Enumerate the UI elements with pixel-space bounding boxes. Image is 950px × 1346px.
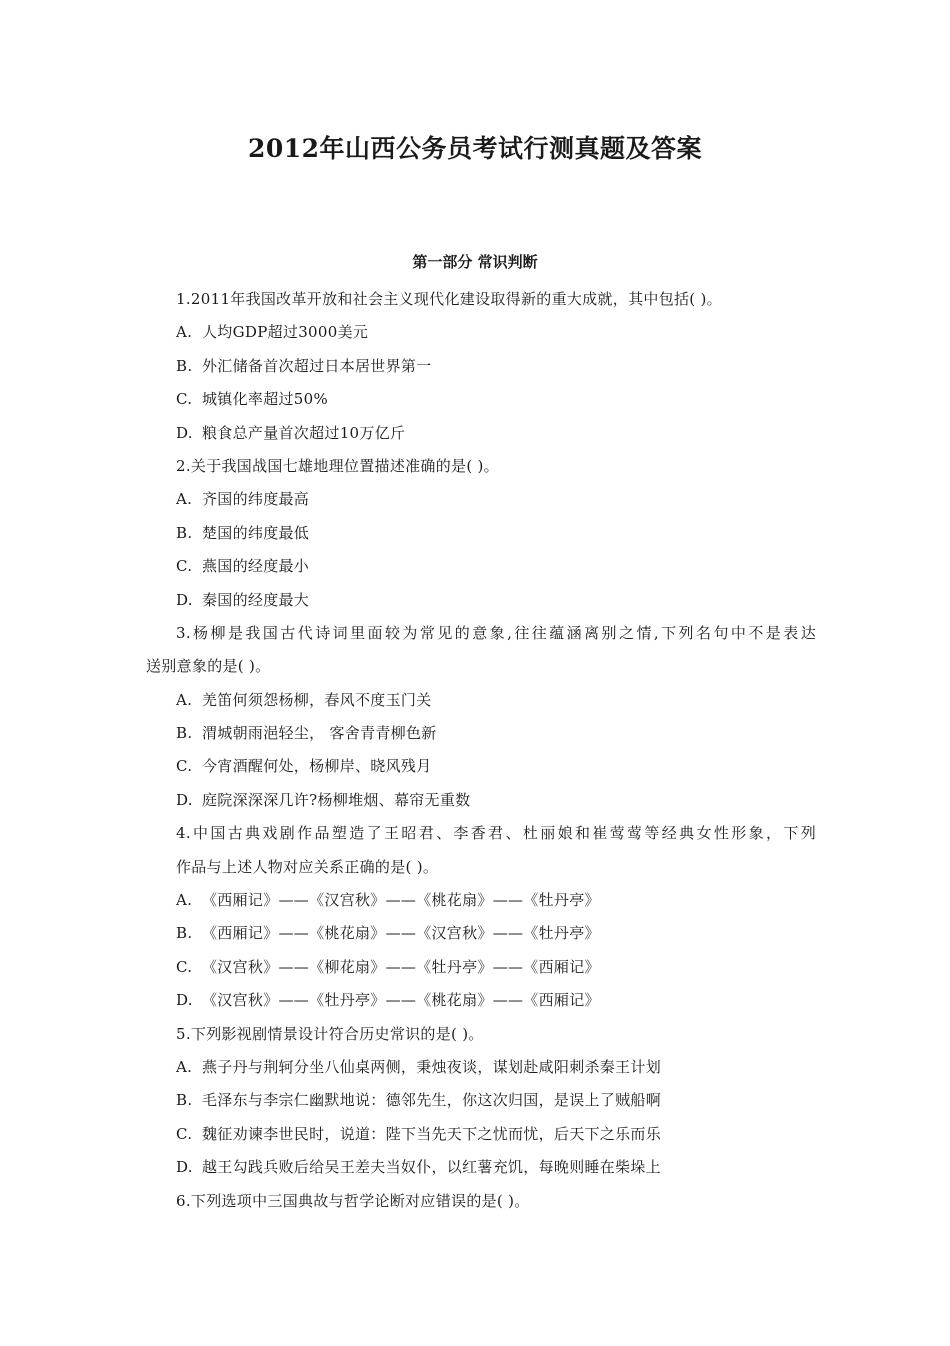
option-text: 《汉宫秋》——《牡丹亭》——《桃花扇》——《西厢记》 [202,991,600,1010]
option-line [146,750,816,783]
option-line [146,1051,816,1084]
question-3-continuation: 送别意象的是( )。 [146,657,271,676]
option-text: 魏征劝谏李世民时，说道：陛下当先天下之忧而忧，后天下之乐而乐 [202,1124,662,1143]
option-text: 燕国的经度最小 [202,557,310,576]
option-line [146,550,816,583]
option-letter: C. [176,957,193,976]
option-line [146,584,816,617]
option-text: 今宵酒醒何处，杨柳岸、晓风残月 [202,757,432,776]
option-letter: B. [176,1091,193,1110]
option-text: 毛泽东与李宗仁幽默地说：德邻先生，你这次归国，是误上了贼船啊 [202,1091,662,1110]
option-letter: D. [176,423,193,442]
option-letter: A. [176,891,193,910]
option-text: 越王勾践兵败后给吴王差夫当奴仆，以红薯充饥，每晚则睡在柴垛上 [202,1158,662,1177]
option-letter: B. [176,356,193,375]
option-line [146,1084,816,1117]
option-letter: A. [176,323,193,342]
option-text: 城镇化率超过50% [202,390,329,409]
option-text: 《西厢记》——《桃花扇》——《汉宫秋》——《牡丹亭》 [202,924,600,943]
option-letter: B. [176,523,193,542]
option-letter: D. [176,991,193,1010]
option-line [146,684,816,717]
option-line [146,1118,816,1151]
option-line [146,517,816,550]
option-line [146,984,816,1017]
option-letter: D. [176,790,193,809]
option-line [146,483,816,516]
option-text: 《西厢记》——《汉宫秋》——《桃花扇》——《牡丹亭》 [202,891,600,910]
section-heading: 第一部分 常识判断 [412,253,538,271]
option-letter: C. [176,757,193,776]
option-letter: C. [176,390,193,409]
question-1: 1.2011年我国改革开放和社会主义现代化建设取得新的重大成就，其中包括( )。 [176,290,722,308]
option-text: 外汇储备首次超过日本居世界第一 [202,356,432,375]
option-line [146,717,816,750]
question-3: 3.杨柳是我国古代诗词里面较为常见的意象,往往蕴涵离别之情,下列名句中不是表达 [176,623,816,642]
option-letter: A. [176,690,193,709]
option-text: 秦国的经度最大 [202,590,310,609]
option-text: 燕子丹与荆轲分坐八仙桌两侧，秉烛夜谈，谋划赴咸阳刺杀秦王计划 [202,1057,662,1076]
option-line [146,417,816,450]
option-line [146,951,816,984]
question-5: 5.下列影视剧情景设计符合历史常识的是( )。 [176,1024,484,1043]
option-text: 粮食总产量首次超过10万亿斤 [202,423,406,442]
option-text: 庭院深深深几许?杨柳堆烟、幕帘无重数 [202,790,471,809]
option-text: 人均GDP超过3000美元 [202,323,369,342]
option-line [146,316,816,349]
option-letter: D. [176,590,193,609]
question-6: 6.下列选项中三国典故与哲学论断对应错误的是( )。 [176,1191,530,1210]
question-4: 4.中国古典戏剧作品塑造了王昭君、李香君、杜丽娘和崔莺莺等经典女性形象，下列 [176,824,816,843]
option-line [146,784,816,817]
question-4-continuation: 作品与上述人物对应关系正确的是( )。 [176,857,439,876]
option-letter: D. [176,1158,193,1177]
option-text: 羌笛何须怨杨柳，春风不度玉门关 [202,690,432,709]
question-2: 2.关于我国战国七雄地理位置描述准确的是( )。 [176,456,499,475]
option-line [146,383,816,416]
option-text: 《汉宫秋》——《柳花扇》——《牡丹亭》——《西厢记》 [202,957,600,976]
option-text: 齐国的纬度最高 [202,490,310,509]
option-text: 渭城朝雨浥轻尘， 客舍青青柳色新 [202,724,437,743]
option-letter: B. [176,924,193,943]
option-line [146,917,816,950]
option-line [146,1151,816,1184]
document-title: 2012年山西公务员考试行测真题及答案 [247,134,703,163]
option-letter: C. [176,557,193,576]
question-list [146,283,816,1218]
option-line [146,350,816,383]
option-letter: A. [176,490,193,509]
option-text: 楚国的纬度最低 [202,523,310,542]
option-line [146,884,816,917]
option-letter: B. [176,724,193,743]
option-letter: A. [176,1057,193,1076]
option-letter: C. [176,1124,193,1143]
